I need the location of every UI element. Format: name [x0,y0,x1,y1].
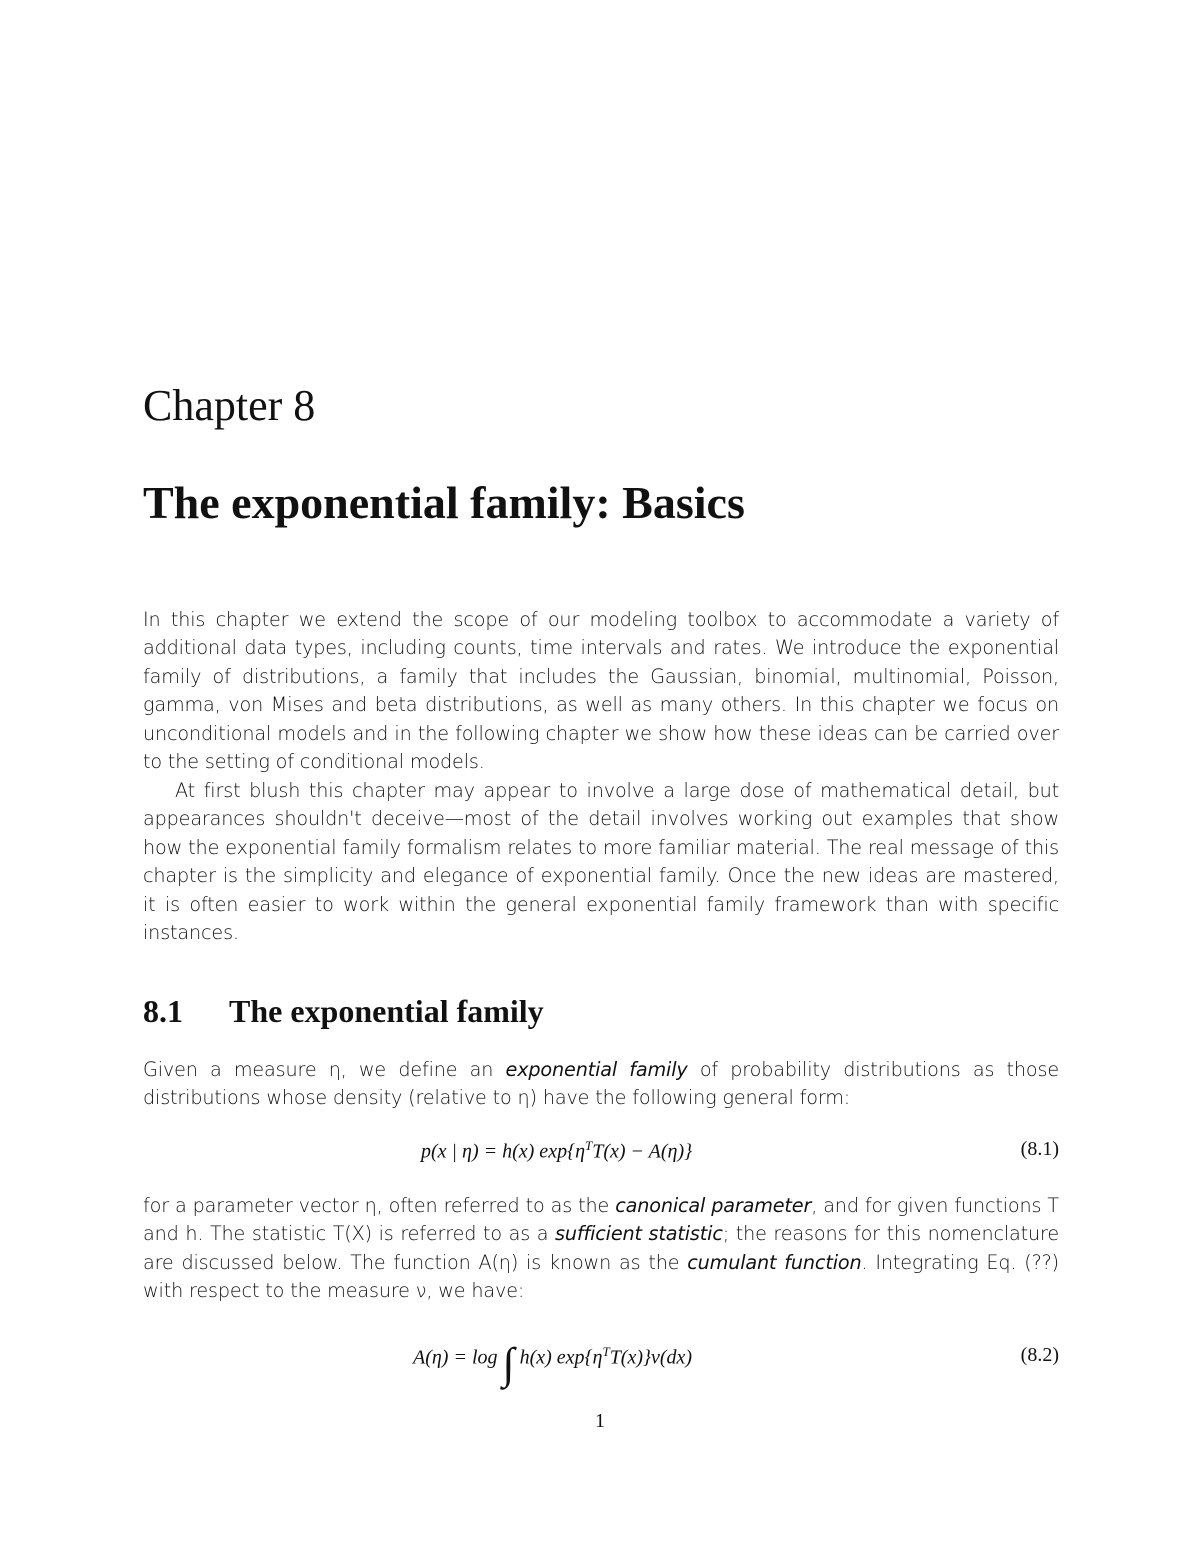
intro-paragraph-2: At first blush this chapter may appear to involve a large dose of mathematical detail, but appearances shouldn't deceive—most of the detail involves working out examples that show how the exponential family formalism relates to more familiar material. The real message of this chapter is the simplicity and elegance of exponential family. Once the new ideas are mastered, it is often easier to work within the general exponential family framework than with specific instances. [143,779,1059,945]
section-paragraph-1: Given a measure η, we define an exponential family of probability distributions as those distributions whose density (relative to η) have the following general form: [143,1058,1059,1110]
equation-8-2-number: (8.2) [1020,1344,1059,1366]
equation-8-1-number: (8.1) [1020,1138,1059,1160]
section-title: The exponential family [229,993,544,1029]
chapter-label: Chapter 8 [143,381,316,430]
intro-paragraph-1: In this chapter we extend the scope of our modeling toolbox to accommodate a variety of additional data types, including counts, time intervals and rates. We introduce the exponential family of distributions, a family that includes the Gaussian, binomial, multinomial, Poisson, gamma, von Mises and beta distributions, as well as many others. In this chapter we focus on unconditional models and in the following chapter we show how these ideas can be carried over to the setting of conditional models. [143,608,1059,774]
equation-8-2 [143,1338,1059,1388]
equation-8-1 [143,1138,1059,1168]
equation-8-1-body: p(x | η) = h(x) $\exp\{\eta^TT(x) - A(\eta)\}$ [421,1138,693,1163]
equation-8-2-body: A(η) = log ∫ h(x) $\exp\{\eta^TT(x)\}\nu(dx)$ [413,1338,693,1388]
section-number: 8.1 [143,993,183,1029]
section-paragraph-2: for a parameter vector η, often referred to as the canonical parameter, and for given functions T and h. The statistic T(X) is referred to as a sufficient statistic; the reasons for this nomenclature are discussed below. The function A(η) is known as the cumulant function. Integrating Eq. (??) with respect to the measure ν, we have: [143,1194,1060,1303]
page-number: 1 [595,1410,605,1432]
section-heading [143,993,544,1030]
chapter-title: The exponential family: Basics [143,477,745,528]
